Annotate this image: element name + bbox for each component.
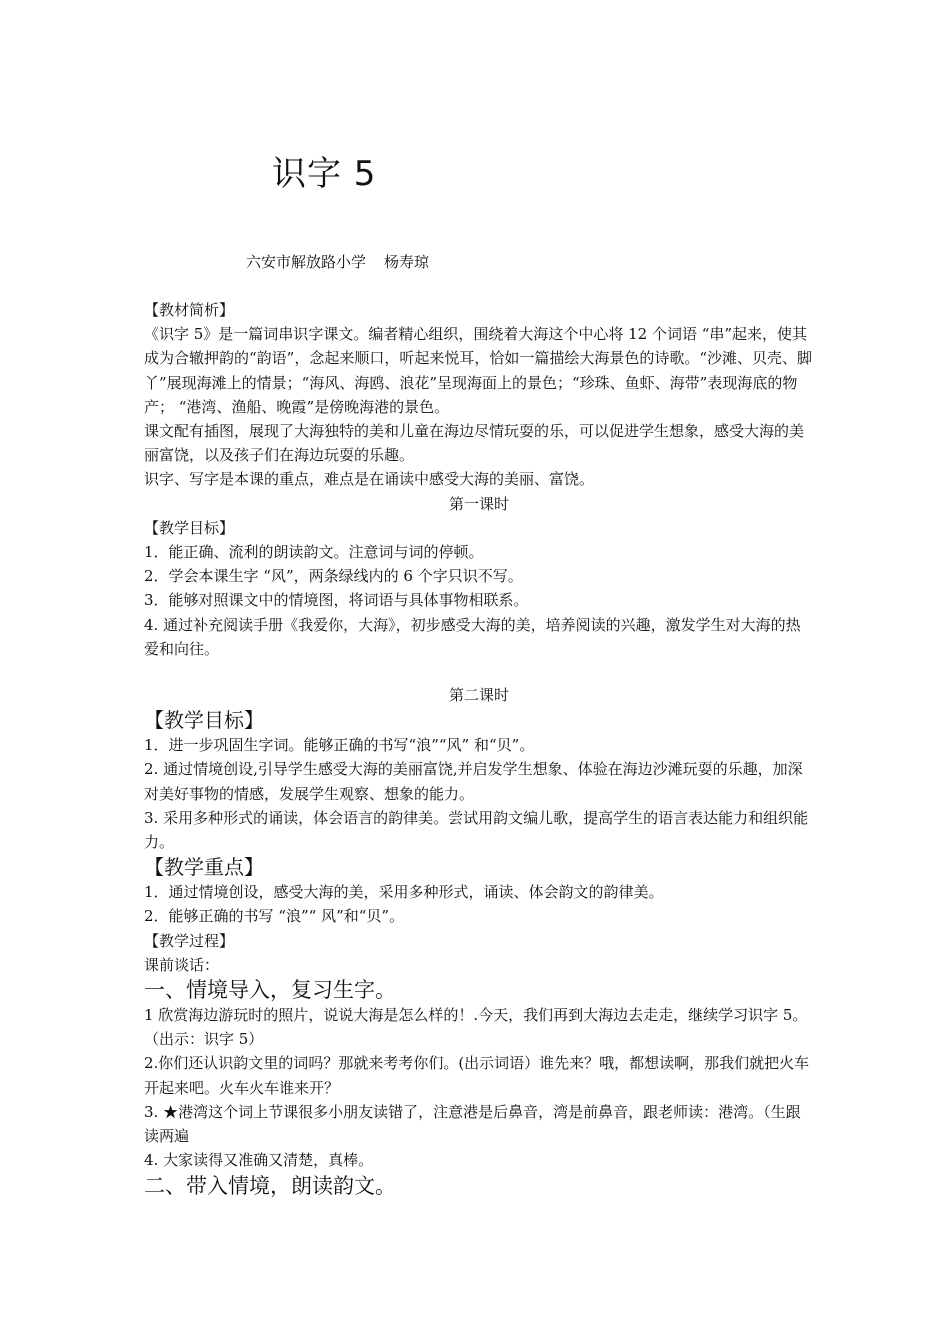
analysis-paragraph: 《识字 5》是一篇词串识字课文。编者精心组织，围绕着大海这个中心将 12 个词语 “串”起来，使其成为合辙押韵的“韵语”，念起来顺口，听起来悦耳，恰如一篇描绘大海景色的诗歌。“沙滩、贝壳、脚丫”展现海滩上的情景；“海风、海鸥、浪花”呈现海面上的景色；“珍珠、鱼虾、海带”表现海底的物产； “港湾、渔船、晚霞”是傍晚海港的景色。 [144,325,813,416]
section2-heading: 二、带入情境，朗读韵文。 [144,1173,396,1198]
pre-talk-label: 课前谈话： [144,955,220,974]
section1-item: 4. 大家读得又准确又清楚，真棒。 [144,1151,374,1170]
analysis-paragraph: 识字、写字是本课的重点，难点是在诵读中感受大海的美丽、富饶。 [144,470,595,489]
lesson1-goal-item: 1．能正确、流利的朗读韵文。注意词与词的停顿。 [144,543,484,562]
lesson2-goal-item: 3. 采用多种形式的诵读，体会语言的韵律美。尝试用韵文编儿歌，提高学生的语言表达能力和组织能力。 [144,808,809,852]
key-point-item: 2．能够正确的书写 “浪”“ 风”和“贝”。 [144,907,405,926]
lesson2-goals-heading: 【教学目标】 [144,708,264,733]
lesson1-goal-item: 3．能够对照课文中的情境图，将词语与具体事物相联系。 [144,591,529,610]
key-point-item: 1．通过情境创设，感受大海的美，采用多种形式，诵读、体会韵文的韵律美。 [144,883,664,902]
lesson1-heading: 第一课时 [448,494,509,513]
document-body [144,298,814,1199]
blank-line [144,661,814,683]
section1-item: 3. ★港湾这个词上节课很多小朋友读错了，注意港是后鼻音，湾是前鼻音，跟老师读：港湾。（生跟读两遍 [144,1102,801,1146]
section1-item: 2.你们还认识韵文里的词吗？那就来考考你们。(出示词语）谁先来？哦，都想读啊，那我们就把火车开起来吧。火车火车谁来开？ [144,1054,810,1097]
lesson1-goal-item: 2．学会本课生字 “风”，两条绿线内的 6 个字只识不写。 [144,567,523,586]
author-school: 六安市解放路小学 [246,253,367,271]
section1-heading: 一、情境导入，复习生字。 [144,978,396,1003]
lesson2-heading: 第二课时 [448,686,509,705]
author-line [246,250,429,274]
key-points-heading: 【教学重点】 [144,855,264,880]
lesson1-goal-item: 4. 通过补充阅读手册《我爱你，大海》，初步感受大海的美，培养阅读的兴趣，激发学生对大海的热爱和向往。 [144,615,801,658]
analysis-paragraph: 课文配有插图，展现了大海独特的美和儿童在海边尽情玩耍的乐，可以促进学生想象，感受大海的美丽富饶，以及孩子们在海边玩耍的乐趣。 [144,422,805,465]
lesson2-goal-item: 2. 通过情境创设,引导学生感受大海的美丽富饶,并启发学生想象、体验在海边沙滩玩耍的乐趣，加深对美好事物的情感，发展学生观察、想象的能力。 [144,760,803,803]
analysis-heading: 【教材简析】 [144,301,235,319]
lesson2-goal-item: 1．进一步巩固生字词。能够正确的书写“浪”“风” 和“贝”。 [144,736,535,755]
document-title: 识字 5 [272,154,377,194]
lesson1-goals-heading: 【教学目标】 [144,518,235,537]
section1-item: 1 欣赏海边游玩时的照片，说说大海是怎么样的！.今天，我们再到大海边去走走，继续学习识字 5。（出示：识字 5） [144,1006,808,1049]
author-name: 杨寿琼 [384,253,430,271]
process-heading: 【教学过程】 [144,931,235,950]
